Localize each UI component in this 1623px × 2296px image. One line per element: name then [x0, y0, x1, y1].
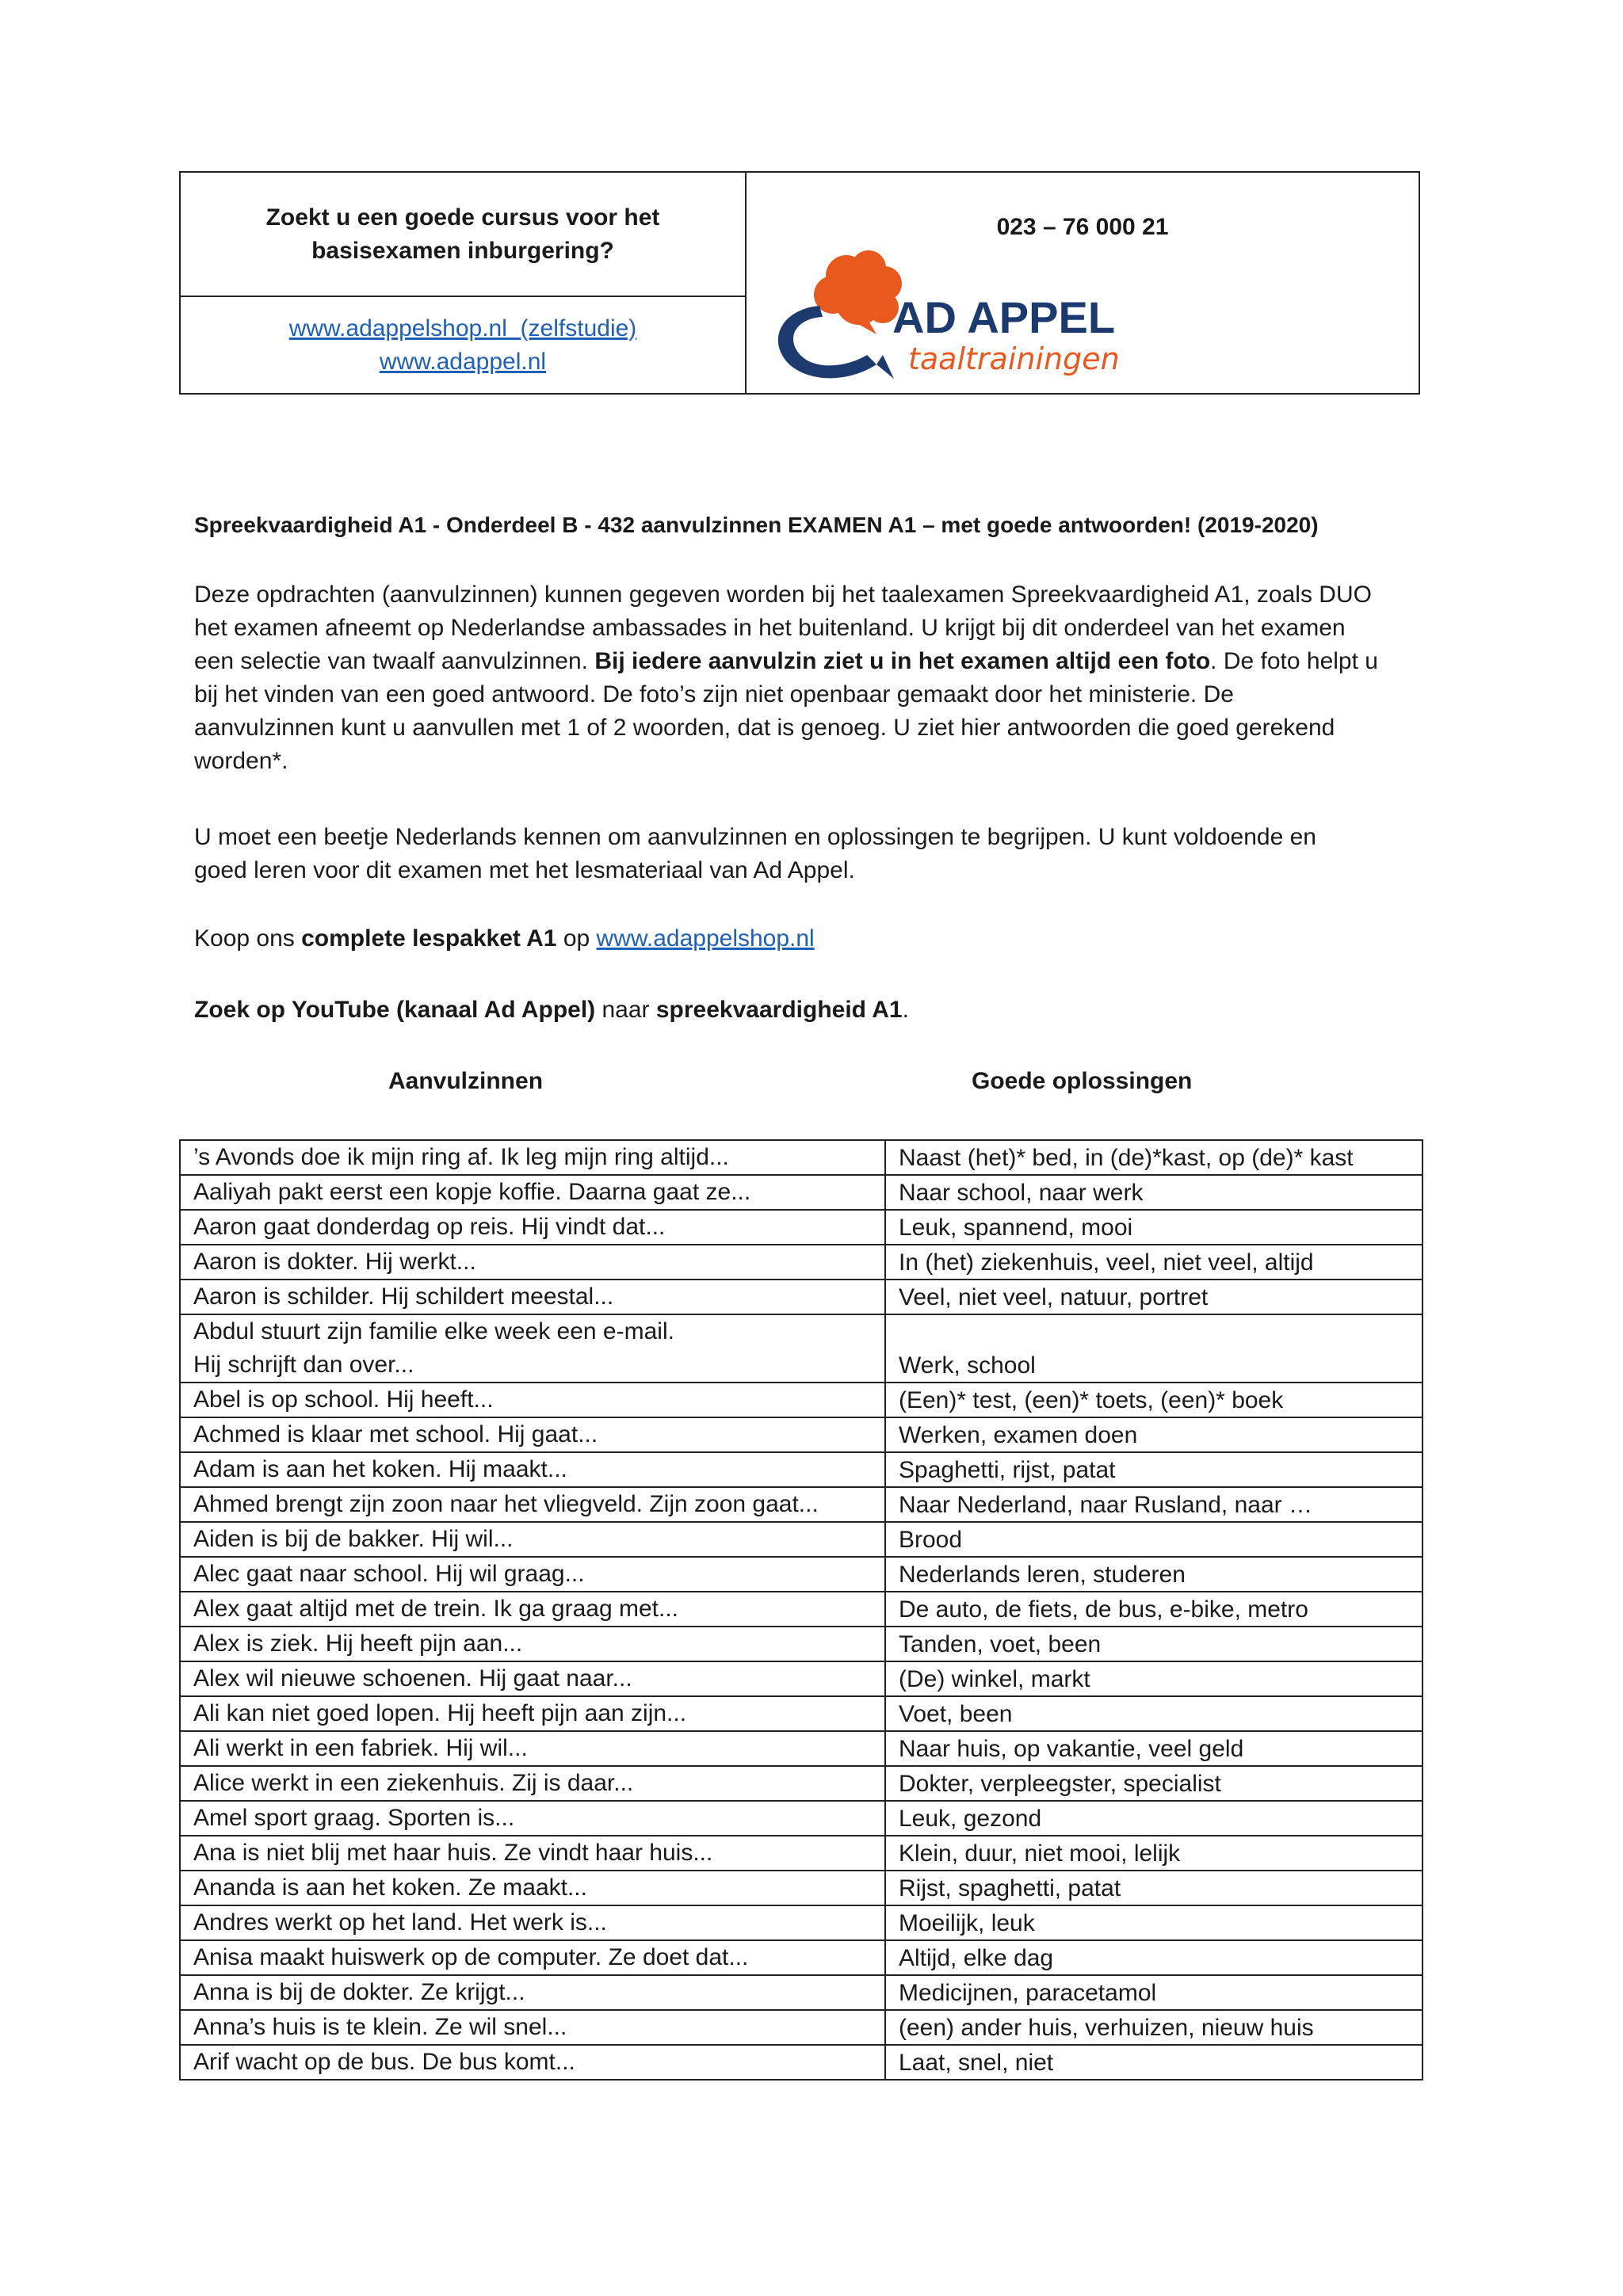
table-row — [180, 1557, 1423, 1592]
promo-line-1: Zoekt u een goede cursus voor het — [265, 204, 660, 231]
table-row — [180, 2045, 1423, 2080]
sentence-cell — [180, 1627, 885, 1661]
answer-cell: Naar school, naar werk — [885, 1175, 1423, 1210]
header-left — [181, 173, 747, 393]
sentence-text: Abdul stuurt zijn familie elke week een e-mail. — [193, 1318, 674, 1344]
sentence-text: Alex is ziek. Hij heeft pijn aan... — [193, 1630, 523, 1657]
answer-cell: Nederlands leren, studeren — [885, 1557, 1423, 1592]
sentence-text: Ali werkt in een fabriek. Hij wil... — [193, 1735, 528, 1761]
intro-line-4: bij het vinden van een goed antwoord. De foto’s zijn niet openbaar gemaakt door het ministerie. De — [194, 681, 1234, 707]
intro-paragraph — [194, 578, 1430, 778]
sentence-cell — [180, 1175, 885, 1210]
paragraph-2 — [194, 821, 1430, 887]
answer-cell: Naast (het)* bed, in (de)*kast, op (de)* kast — [885, 1140, 1423, 1175]
column-heading-oplossingen: Goede oplossingen — [972, 1068, 1193, 1094]
paragraph-2-line-1: U moet een beetje Nederlands kennen om aanvulzinnen en oplossingen te begrijpen. U kunt voldoende en — [194, 824, 1316, 850]
intro-line-6: worden*. — [194, 748, 288, 774]
sentence-cell — [180, 1140, 885, 1175]
answer-cell: Veel, niet veel, natuur, portret — [885, 1280, 1423, 1314]
table-row — [180, 1487, 1423, 1522]
adappelshop-link[interactable]: www.adappelshop.nl (zelfstudie) — [288, 315, 637, 341]
sentence-cell — [180, 1696, 885, 1731]
table-row — [180, 1696, 1423, 1731]
paragraph-3-pre: Koop ons — [194, 925, 302, 952]
table-row — [180, 1452, 1423, 1487]
answer-cell: Tanden, voet, been — [885, 1627, 1423, 1661]
table-row — [180, 1522, 1423, 1557]
intro-line-2: het examen afneemt op Nederlandse ambassades in het buitenland. U krijgt bij dit onderdeel van het examen — [194, 615, 1346, 641]
paragraph-2-line-2: goed leren voor dit examen met het lesmateriaal van Ad Appel. — [194, 857, 855, 883]
sentence-cell — [180, 1557, 885, 1592]
intro-line-5: aanvulzinnen kunt u aanvullen met 1 of 2 woorden, dat is genoeg. U ziet hier antwoorden die goed gerekend — [194, 715, 1335, 741]
sentence-cell — [180, 1487, 885, 1522]
table-row — [180, 1975, 1423, 2010]
intro-line-3-post: . De foto helpt u — [1210, 648, 1378, 674]
promo-line-2: basisexamen inburgering? — [311, 237, 614, 264]
sentence-cell — [180, 2045, 885, 2080]
answer-cell: Moeilijk, leuk — [885, 1905, 1423, 1940]
shop-link[interactable]: www.adappelshop.nl — [596, 925, 815, 952]
sentence-text: Aaron is schilder. Hij schildert meestal... — [193, 1283, 614, 1310]
sentence-cell — [180, 1452, 885, 1487]
answer-cell: Naar huis, op vakantie, veel geld — [885, 1731, 1423, 1766]
sentence-cell — [180, 1417, 885, 1452]
sentence-cell — [180, 1210, 885, 1245]
sentence-cell — [180, 1314, 885, 1383]
table-row — [180, 1280, 1423, 1314]
sentence-text: Aiden is bij de bakker. Hij wil... — [193, 1526, 514, 1552]
table-row — [180, 1836, 1423, 1871]
sentence-cell — [180, 1940, 885, 1975]
paragraph-4-end: . — [902, 997, 909, 1023]
table-row — [180, 1417, 1423, 1452]
answer-cell: Altijd, elke dag — [885, 1940, 1423, 1975]
sentence-text: Aaliyah pakt eerst een kopje koffie. Daarna gaat ze... — [193, 1179, 751, 1205]
sentence-text: Alec gaat naar school. Hij wil graag... — [193, 1561, 585, 1587]
table-row — [180, 1140, 1423, 1175]
table-row — [180, 2010, 1423, 2045]
table-row — [180, 1940, 1423, 1975]
sentence-text: Aaron gaat donderdag op reis. Hij vindt dat... — [193, 1214, 666, 1240]
sentence-cell — [180, 1592, 885, 1627]
answer-cell: (Een)* test, (een)* toets, (een)* boek — [885, 1383, 1423, 1417]
document-title: Spreekvaardigheid A1 - Onderdeel B - 432 aanvulzinnen EXAMEN A1 – met goede antwoorden! (2019-2020) — [194, 513, 1319, 537]
sentence-cell — [180, 1731, 885, 1766]
intro-line-3 — [194, 645, 1430, 678]
cloud-icon — [814, 250, 902, 334]
paragraph-3-mid: op — [556, 925, 597, 952]
answers-table-body — [180, 1140, 1423, 2080]
table-row — [180, 1383, 1423, 1417]
answer-cell: In (het) ziekenhuis, veel, niet veel, altijd — [885, 1245, 1423, 1280]
sentence-cell — [180, 1801, 885, 1836]
sentence-text: Andres werkt op het land. Het werk is... — [193, 1909, 607, 1936]
table-row — [180, 1592, 1423, 1627]
paragraph-4-bold-2: spreekvaardigheid A1 — [655, 997, 903, 1023]
table-row — [180, 1766, 1423, 1801]
answer-cell: Laat, snel, niet — [885, 2045, 1423, 2080]
header-right — [747, 173, 1419, 393]
sentence-cell — [180, 1836, 885, 1871]
table-row — [180, 1731, 1423, 1766]
answer-cell: Werken, examen doen — [885, 1417, 1423, 1452]
paragraph-4 — [194, 994, 1430, 1027]
adappel-link[interactable]: www.adappel.nl — [379, 348, 547, 375]
sentence-cell — [180, 1245, 885, 1280]
table-row — [180, 1175, 1423, 1210]
logo-tagline: taaltrainingen — [908, 341, 1120, 376]
sentence-text: Abel is op school. Hij heeft... — [193, 1386, 494, 1413]
sentence-text: Alex wil nieuwe schoenen. Hij gaat naar... — [193, 1665, 632, 1691]
sentence-text: Aaron is dokter. Hij werkt... — [193, 1249, 476, 1275]
sentence-cell — [180, 1383, 885, 1417]
answer-cell: De auto, de fiets, de bus, e-bike, metro — [885, 1592, 1423, 1627]
table-row — [180, 1627, 1423, 1661]
answers-table — [179, 1139, 1423, 2081]
sentence-text: Ananda is aan het koken. Ze maakt... — [193, 1875, 587, 1901]
sentence-cell — [180, 1766, 885, 1801]
paragraph-3-bold: complete lespakket A1 — [301, 925, 557, 952]
table-row — [180, 1210, 1423, 1245]
table-row — [180, 1661, 1423, 1696]
sentence-cell — [180, 1280, 885, 1314]
answer-cell: Voet, been — [885, 1696, 1423, 1731]
sentence-text: Amel sport graag. Sporten is... — [193, 1805, 515, 1831]
answer-cell: Brood — [885, 1522, 1423, 1557]
intro-line-3-pre: een selectie van twaalf aanvulzinnen. — [194, 648, 595, 674]
answer-cell: Leuk, gezond — [885, 1801, 1423, 1836]
answer-cell: Dokter, verpleegster, specialist — [885, 1766, 1423, 1801]
sentence-text: Hij schrijft dan over... — [193, 1352, 414, 1378]
logo-name: AD APPEL — [892, 292, 1116, 342]
paragraph-4-mid: naar — [595, 997, 656, 1023]
sentence-text: Anisa maakt huiswerk op de computer. Ze doet dat... — [193, 1944, 749, 1970]
sentence-cell — [180, 1522, 885, 1557]
sentence-text: Ali kan niet goed lopen. Hij heeft pijn aan zijn... — [193, 1700, 687, 1726]
sentence-text: Anna’s huis is te klein. Ze wil snel... — [193, 2014, 567, 2040]
sentence-text: Arif wacht op de bus. De bus komt... — [193, 2049, 575, 2075]
sentence-text: Alice werkt in een ziekenhuis. Zij is daar... — [193, 1770, 634, 1796]
answer-cell: Werk, school — [885, 1314, 1423, 1383]
column-heading-aanvulzinnen: Aanvulzinnen — [388, 1068, 544, 1094]
intro-line-3-bold: Bij iedere aanvulzin ziet u in het examen altijd een foto — [594, 648, 1211, 674]
sentence-cell — [180, 1661, 885, 1696]
sentence-text: Anna is bij de dokter. Ze krijgt... — [193, 1979, 525, 2005]
sentence-text: Alex gaat altijd met de trein. Ik ga graag met... — [193, 1596, 678, 1622]
answer-cell: (De) winkel, markt — [885, 1661, 1423, 1696]
answer-cell: Klein, duur, niet mooi, lelijk — [885, 1836, 1423, 1871]
paragraph-3 — [194, 922, 1430, 955]
sentence-cell — [180, 1975, 885, 2010]
answer-cell: Leuk, spannend, mooi — [885, 1210, 1423, 1245]
sentence-text: Adam is aan het koken. Hij maakt... — [193, 1456, 567, 1482]
answer-cell: Naar Nederland, naar Rusland, naar … — [885, 1487, 1423, 1522]
answer-cell: (een) ander huis, verhuizen, nieuw huis — [885, 2010, 1423, 2045]
table-row — [180, 1801, 1423, 1836]
answer-cell: Spaghetti, rijst, patat — [885, 1452, 1423, 1487]
intro-line-1: Deze opdrachten (aanvulzinnen) kunnen gegeven worden bij het taalexamen Spreekvaardigheid A1, zoals DUO — [194, 582, 1372, 608]
sentence-cell — [180, 1905, 885, 1940]
table-row — [180, 1314, 1423, 1383]
promo-links — [181, 297, 745, 393]
table-row — [180, 1245, 1423, 1280]
sentence-cell — [180, 1871, 885, 1905]
sentence-text: ’s Avonds doe ik mijn ring af. Ik leg mijn ring altijd... — [193, 1144, 729, 1170]
header-box — [179, 171, 1420, 395]
answer-cell: Medicijnen, paracetamol — [885, 1975, 1423, 2010]
sentence-cell — [180, 2010, 885, 2045]
sentence-text: Ana is niet blij met haar huis. Ze vindt haar huis... — [193, 1840, 713, 1866]
ad-appel-logo — [758, 246, 1138, 388]
sentence-text: Achmed is klaar met school. Hij gaat... — [193, 1421, 598, 1447]
table-row — [180, 1871, 1423, 1905]
paragraph-4-bold-1: Zoek op YouTube (kanaal Ad Appel) — [194, 997, 596, 1023]
sentence-text: Ahmed brengt zijn zoon naar het vliegveld. Zijn zoon gaat... — [193, 1491, 819, 1517]
phone-number: 023 – 76 000 21 — [996, 214, 1169, 240]
answer-cell: Rijst, spaghetti, patat — [885, 1871, 1423, 1905]
promo-text — [181, 173, 745, 297]
table-row — [180, 1905, 1423, 1940]
